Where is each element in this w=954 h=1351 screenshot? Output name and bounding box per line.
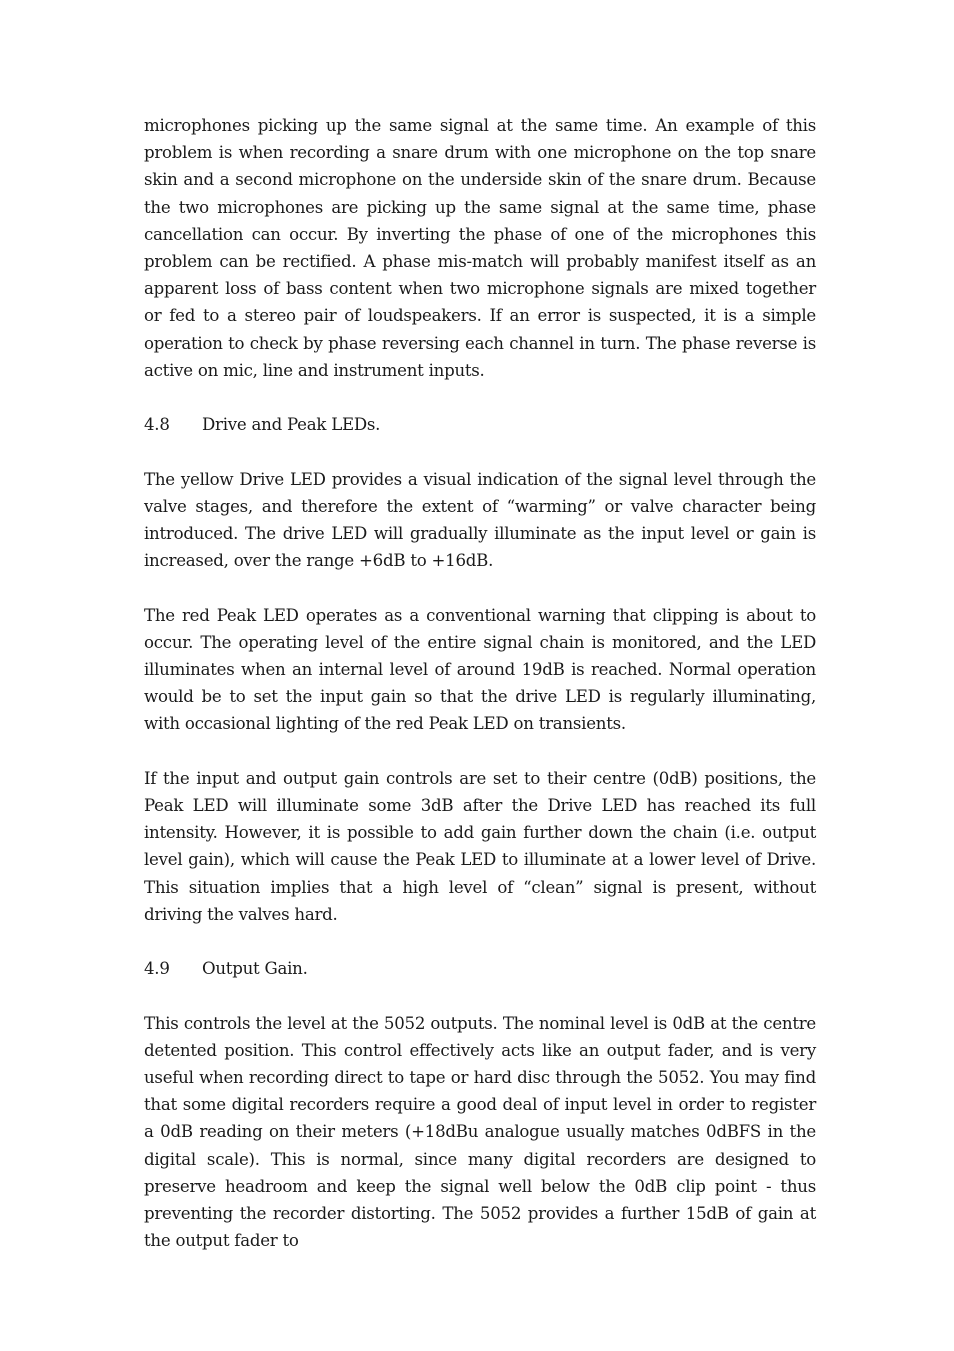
body-paragraph: This controls the level at the 5052 outputs. The nominal level is 0dB at the centre detented position. This control effectively acts like an output fader, and is very useful when recording direct to tape or hard disc through the 5052. You may find that some digital recorders require a good deal of input level in order to register a 0dB reading on their meters (+18dBu analogue usually matches 0dBFS in the digital scale). This is normal, since many digital recorders are designed to preserve headroom and keep the signal well below the 0dB clip point - thus preventing the recorder distorting. The 5052 provides a further 15dB of gain at the output fader to [144, 1013, 816, 1251]
body-paragraph: microphones picking up the same signal at the same time. An example of this problem is when recording a snare drum with one microphone on the top snare skin and a second microphone on the underside skin of the snare drum. Because the two microphones are picking up the same signal at the same time, phase cancellation can occur. By inverting the phase of one of the microphones this problem can be rectified. A phase mis-match will probably manifest itself as an apparent loss of bass content when two microphone signals are mixed together or fed to a stereo pair of loudspeakers. If an error is suspected, it is a simple operation to check by phase reversing each channel in turn. The phase reverse is active on mic, line and instrument inputs. [144, 116, 816, 380]
section-number: 4.8 [144, 415, 170, 435]
body-paragraph: If the input and output gain controls are set to their centre (0dB) positions, the Peak LED will illuminate some 3dB after the Drive LED has reached its full intensity. However, it is possible to add gain further down the chain (i.e. output level gain), which will cause the Peak LED to illuminate at a lower level of Drive. This situation implies that a high level of “clean” signal is present, without driving the valves hard. [144, 768, 816, 924]
section-heading-4-9 [144, 955, 816, 982]
section-heading-4-8 [144, 411, 816, 438]
document-page [144, 112, 816, 1282]
body-paragraph: The red Peak LED operates as a conventional warning that clipping is about to occur. The operating level of the entire signal chain is monitored, and the LED illuminates when an internal level of around 19dB is reached. Normal operation would be to set the input gain so that the drive LED is regularly illuminating, with occasional lighting of the red Peak LED on transients. [144, 605, 816, 734]
body-paragraph: The yellow Drive LED provides a visual indication of the signal level through the valve stages, and therefore the extent of “warming” or valve character being introduced. The drive LED will gradually illuminate as the input level or gain is increased, over the range +6dB to +16dB. [144, 469, 816, 571]
section-title: Output Gain. [202, 959, 308, 979]
section-title: Drive and Peak LEDs. [202, 415, 381, 435]
section-number: 4.9 [144, 959, 170, 979]
